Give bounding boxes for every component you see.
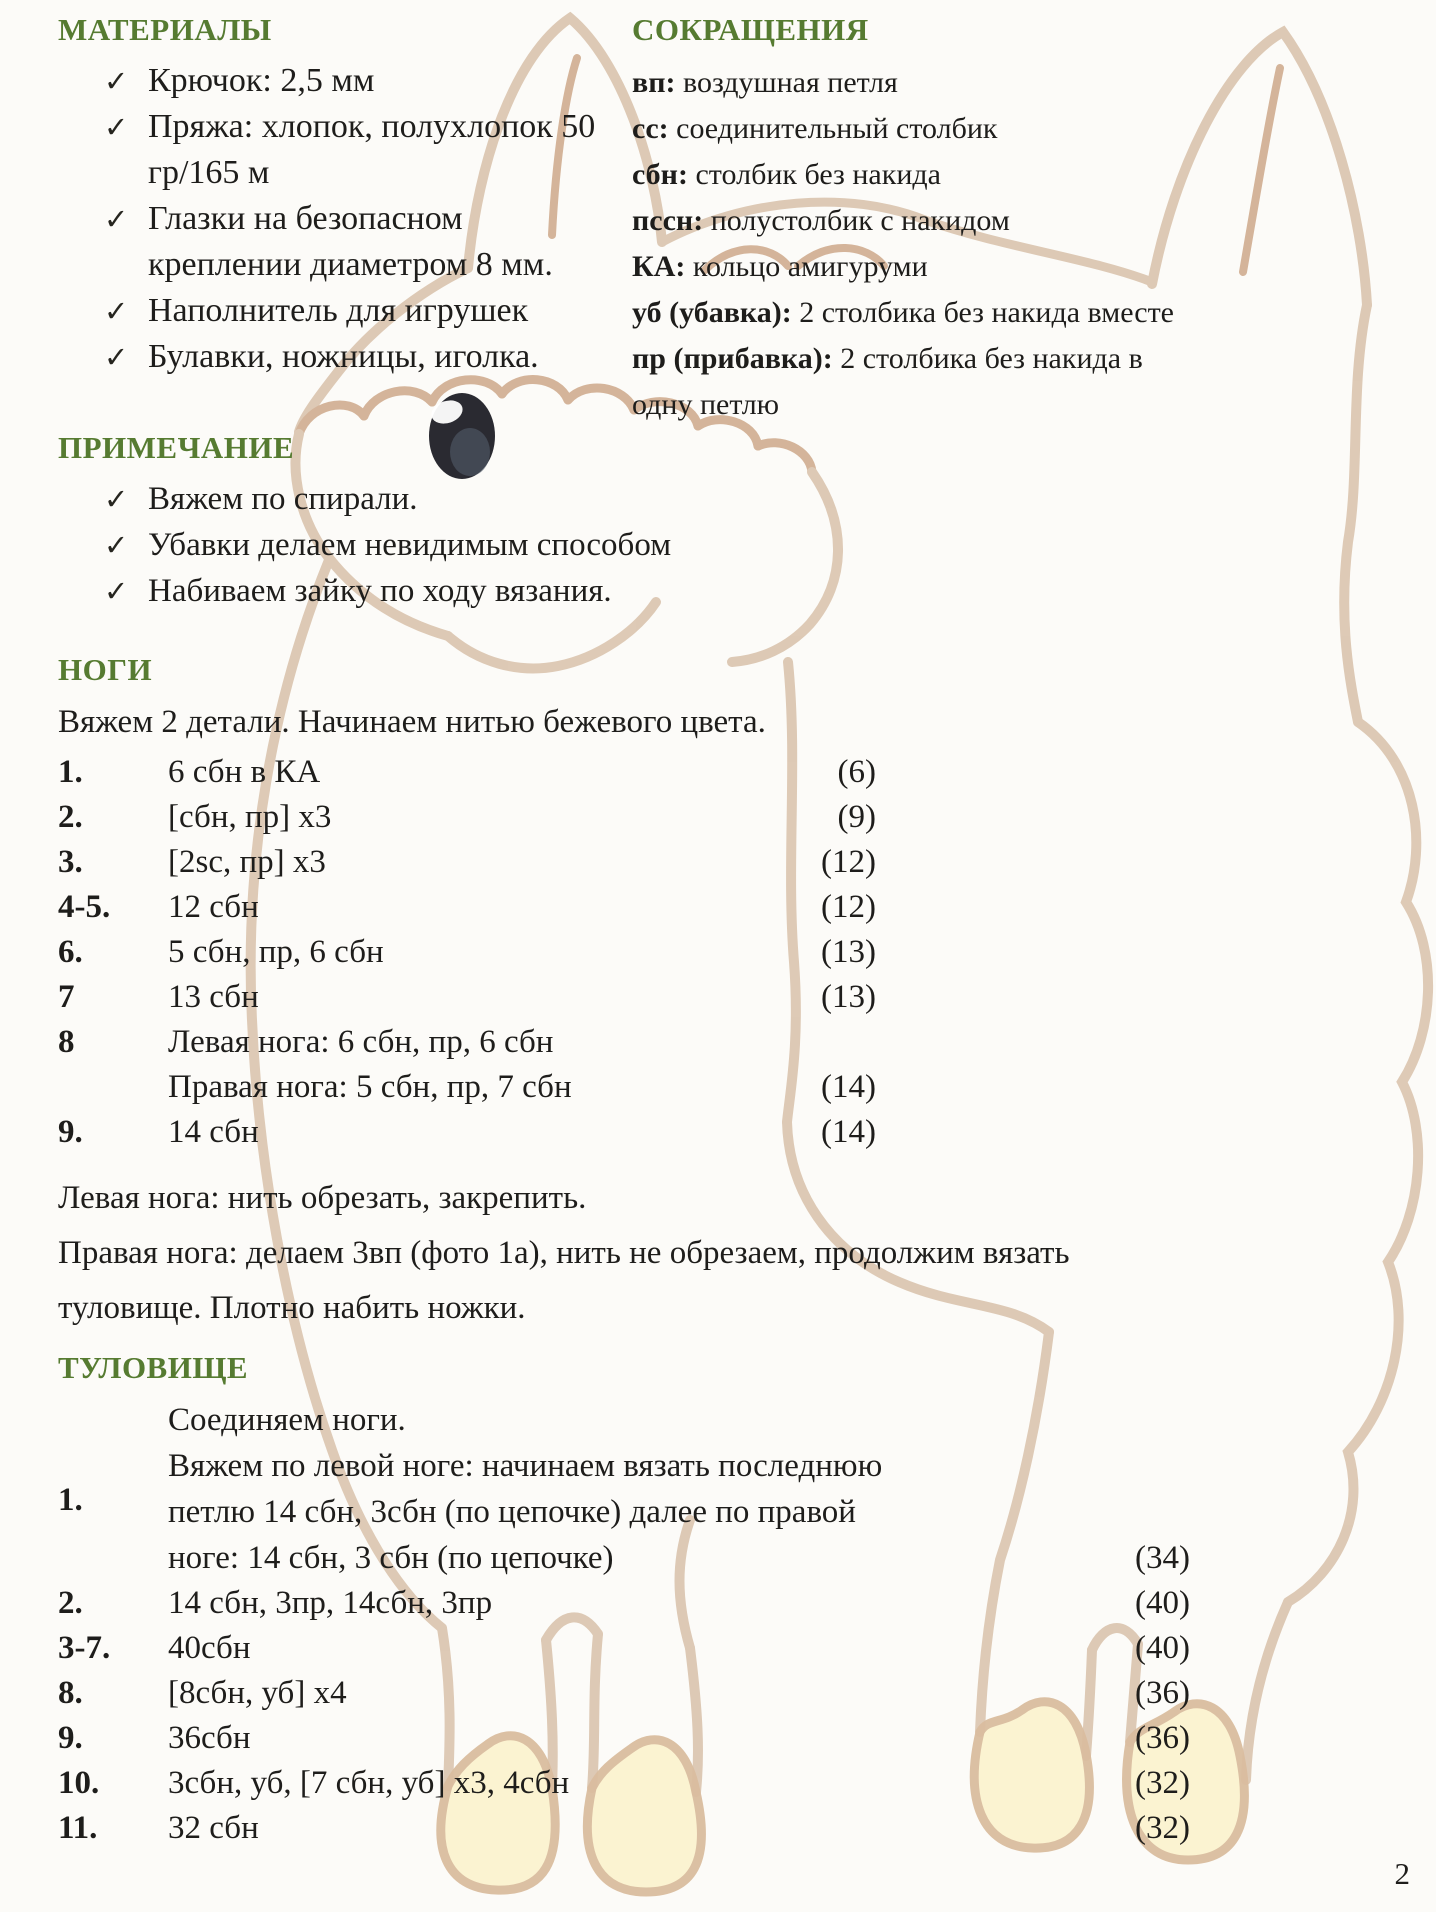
- checklist-item: ✓ Набиваем зайку по ходу вязания.: [58, 568, 998, 614]
- checklist-item: ✓ Убавки делаем невидимым способом: [58, 522, 998, 568]
- note-title: ПРИМЕЧАНИЕ: [58, 430, 295, 465]
- row-instruction: Вяжем по левой ноге: начинаем вязать последнюю петлю 14 сбн, 3сбн (по цепочке) далее по правой ноге: 14 сбн, 3 сбн (по цепочке): [168, 1448, 883, 1576]
- check-icon: ✓: [104, 110, 129, 144]
- check-icon: ✓: [104, 64, 129, 98]
- row-number: 1.: [58, 754, 83, 790]
- pattern-row: [58, 1671, 1190, 1716]
- legs-intro: Вяжем 2 детали. Начинаем нитью бежевого цвета.: [58, 704, 766, 740]
- abbreviation-item: вп: воздушная петля: [632, 66, 898, 99]
- row-number: 1.: [58, 1482, 83, 1518]
- torso-title: ТУЛОВИЩЕ: [58, 1350, 249, 1385]
- materials-list: [58, 58, 636, 380]
- pattern-row: [58, 930, 876, 975]
- row-instruction: Левая нога: 6 сбн, пр, 6 сбн Правая нога: 5 сбн, пр, 7 сбн: [168, 1024, 572, 1105]
- check-icon: ✓: [104, 574, 129, 608]
- abbreviation-item: пссн: полустолбик с накидом: [632, 204, 1010, 237]
- pattern-row: [58, 1110, 876, 1155]
- checklist-item: ✓ Вяжем по спирали.: [58, 476, 998, 522]
- row-instruction: 32 сбн: [168, 1810, 259, 1846]
- stitch-count: (13): [821, 979, 876, 1015]
- check-icon: ✓: [104, 294, 129, 328]
- row-number: 7: [58, 979, 75, 1015]
- stitch-count: (13): [821, 934, 876, 970]
- row-instruction: [сбн, пр] x3: [168, 799, 332, 835]
- stitch-count: (36): [1135, 1720, 1190, 1756]
- stitch-count: (14): [821, 1069, 876, 1105]
- pattern-row: [58, 1626, 1190, 1671]
- row-instruction: 36сбн: [168, 1720, 251, 1756]
- checklist-item: ✓ Булавки, ножницы, иголка.: [58, 334, 636, 380]
- legs-title: НОГИ: [58, 652, 153, 687]
- pattern-row: [58, 1761, 1190, 1806]
- row-number: 11.: [58, 1810, 98, 1846]
- stitch-count: (12): [821, 844, 876, 880]
- row-number: 3.: [58, 844, 83, 880]
- row-instruction: Соединяем ноги.: [168, 1402, 406, 1438]
- stitch-count: (40): [1135, 1585, 1190, 1621]
- row-instruction: 6 сбн в КА: [168, 754, 321, 790]
- check-icon: ✓: [104, 340, 129, 374]
- stitch-count: (40): [1135, 1630, 1190, 1666]
- legs-section: [58, 650, 1070, 1336]
- check-icon: ✓: [104, 482, 129, 516]
- pattern-row: [58, 1581, 1190, 1626]
- checklist-item: ✓ Наполнитель для игрушек: [58, 288, 636, 334]
- check-icon: ✓: [104, 202, 129, 236]
- pattern-row: [58, 1398, 1190, 1443]
- row-instruction: 5 сбн, пр, 6 сбн: [168, 934, 384, 970]
- abbreviations-list: [632, 60, 1436, 428]
- row-instruction: [2sc, пр] x3: [168, 844, 326, 880]
- pattern-row: [58, 1806, 1190, 1851]
- checklist-item: ✓ Пряжа: хлопок, полухлопок 50 гр/165 м: [58, 104, 636, 196]
- materials-section: [58, 10, 636, 380]
- abbreviation-item: КА: кольцо амигуруми: [632, 250, 928, 283]
- torso-rows: [58, 1398, 1190, 1851]
- pattern-row: [58, 795, 876, 840]
- stitch-count: (34): [1135, 1540, 1190, 1576]
- abbreviation-item: сс: соединительный столбик: [632, 112, 998, 145]
- row-instruction: 12 сбн: [168, 889, 259, 925]
- row-number: 9.: [58, 1114, 83, 1150]
- stitch-count: (6): [837, 754, 876, 790]
- checklist-item: ✓ Крючок: 2,5 мм: [58, 58, 636, 104]
- row-number: 3-7.: [58, 1630, 111, 1666]
- legs-rows: [58, 750, 876, 1155]
- row-number: 2.: [58, 799, 83, 835]
- row-number: 8.: [58, 1675, 83, 1711]
- note-section: [58, 428, 998, 614]
- row-instruction: 40сбн: [168, 1630, 251, 1666]
- pattern-row: [58, 885, 876, 930]
- torso-section: [58, 1348, 1190, 1851]
- stitch-count: (36): [1135, 1675, 1190, 1711]
- abbreviation-item: пр (прибавка): 2 столбика без накида в одну петлю: [632, 342, 1143, 421]
- stitch-count: (9): [837, 799, 876, 835]
- materials-title: МАТЕРИАЛЫ: [58, 12, 272, 47]
- pattern-row: [58, 750, 876, 795]
- stitch-count: (12): [821, 889, 876, 925]
- abbreviations-title: СОКРАЩЕНИЯ: [632, 12, 869, 47]
- pattern-row: [58, 1716, 1190, 1761]
- pattern-row: [58, 840, 876, 885]
- checklist-item: ✓ Глазки на безопасном креплении диаметром 8 мм.: [58, 196, 636, 288]
- row-instruction: 3сбн, уб, [7 сбн, уб] x3, 4сбн: [168, 1765, 570, 1801]
- pattern-row: [58, 1020, 876, 1110]
- check-icon: ✓: [104, 528, 129, 562]
- note-list: [58, 476, 998, 614]
- row-number: 10.: [58, 1765, 100, 1801]
- row-number: 8: [58, 1024, 75, 1060]
- abbreviations-section: [632, 10, 1436, 428]
- pattern-row: [58, 975, 876, 1020]
- row-number: 2.: [58, 1585, 83, 1621]
- abbreviation-item: сбн: столбик без накида: [632, 158, 941, 191]
- row-instruction: 14 сбн: [168, 1114, 259, 1150]
- row-instruction: 13 сбн: [168, 979, 259, 1015]
- abbreviation-item: уб (убавка): 2 столбика без накида вместе: [632, 296, 1174, 329]
- stitch-count: (32): [1135, 1810, 1190, 1846]
- stitch-count: (32): [1135, 1765, 1190, 1801]
- row-instruction: [8сбн, уб] x4: [168, 1675, 347, 1711]
- row-number: 9.: [58, 1720, 83, 1756]
- row-number: 6.: [58, 934, 83, 970]
- page-number: 2: [1394, 1856, 1410, 1891]
- legs-finishing-note: Левая нога: нить обрезать, закрепить. Правая нога: делаем 3вп (фото 1а), нить не обрезаем, продолжим вязать туловище. Плотно набить ножки.: [58, 1180, 1070, 1326]
- stitch-count: (14): [821, 1114, 876, 1150]
- pattern-row: [58, 1443, 1190, 1581]
- row-number: 4-5.: [58, 889, 111, 925]
- row-instruction: 14 сбн, 3пр, 14сбн, 3пр: [168, 1585, 493, 1621]
